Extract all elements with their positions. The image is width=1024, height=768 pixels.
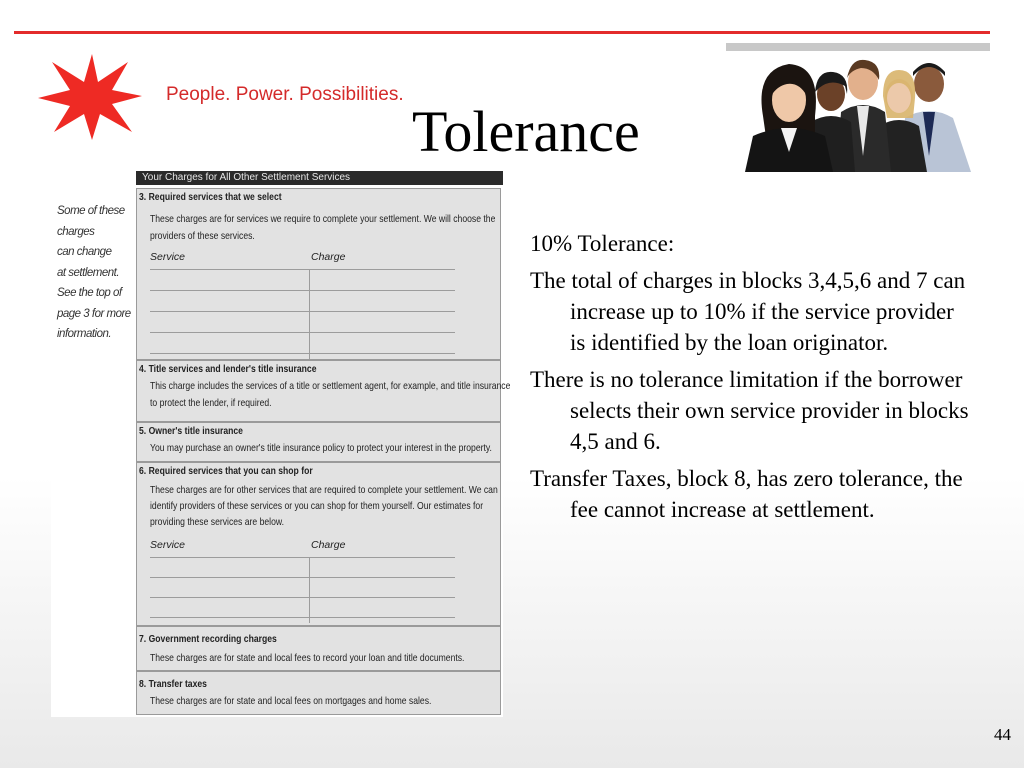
good-faith-estimate-form-image xyxy=(51,171,511,717)
side-note-line: charges xyxy=(57,225,95,238)
form-rule xyxy=(309,557,310,623)
block-title: 7. Government recording charges xyxy=(139,633,277,645)
red-starburst-icon xyxy=(36,52,144,142)
block-desc-line: These charges are for other services that are required to complete your settlement. We can xyxy=(150,484,498,496)
form-rule xyxy=(150,332,455,333)
form-rule xyxy=(150,353,455,354)
form-rule xyxy=(150,269,455,270)
block-desc-line: This charge includes the services of a title or settlement agent, for example, and title insurance xyxy=(150,380,511,392)
block-title: 8. Transfer taxes xyxy=(139,678,207,690)
side-note-line: information. xyxy=(57,328,112,340)
form-rule xyxy=(150,557,455,558)
body-paragraph: There is no tolerance limitation if the borrower selects their own service provider in blocks 4,5 and 6. xyxy=(530,367,969,454)
form-block-5 xyxy=(136,422,501,462)
form-rule xyxy=(150,597,455,598)
block-desc-line: These charges are for services we require to complete your settlement. We will choose the xyxy=(150,213,496,225)
side-note-line: at settlement. xyxy=(57,266,120,279)
form-rule xyxy=(150,290,455,291)
group-of-business-people-photo xyxy=(741,56,975,172)
side-note-line: Some of these xyxy=(57,205,125,217)
block-desc-line: These charges are for state and local fees to record your loan and title documents. xyxy=(150,652,465,664)
charge-column-label: Charge xyxy=(311,251,346,263)
top-red-rule xyxy=(14,31,990,34)
form-block-3 xyxy=(136,188,501,360)
block-title: 6. Required services that you can shop for xyxy=(139,465,313,477)
form-rule xyxy=(309,269,310,359)
side-note-line: page 3 for more xyxy=(57,307,131,320)
tolerance-explanation xyxy=(530,228,970,531)
form-block-4 xyxy=(136,360,511,422)
body-paragraph: Transfer Taxes, block 8, has zero tolerance, the fee cannot increase at settlement. xyxy=(530,466,963,522)
top-gray-rule xyxy=(726,43,990,51)
form-block-7 xyxy=(136,626,501,671)
block-desc-line: to protect the lender, if required. xyxy=(150,397,272,409)
form-rule xyxy=(150,311,455,312)
form-block-6 xyxy=(136,462,501,626)
form-rule xyxy=(150,577,455,578)
block-desc-line: providing these services are below. xyxy=(150,516,285,528)
slide-title: Tolerance xyxy=(412,99,640,164)
body-paragraph: The total of charges in blocks 3,4,5,6 and 7 can increase up to 10% if the service provider is identified by the loan originator. xyxy=(530,268,966,355)
form-rule xyxy=(150,617,455,618)
form-block-8 xyxy=(136,671,501,715)
charge-column-label: Charge xyxy=(311,539,346,551)
block-desc-line: You may purchase an owner's title insurance policy to protect your interest in the property. xyxy=(150,442,492,454)
form-header: Your Charges for All Other Settlement Services xyxy=(136,171,503,185)
service-column-label: Service xyxy=(150,251,186,263)
block-title: 4. Title services and lender's title insurance xyxy=(139,363,317,375)
block-desc-line: identify providers of these services or you can shop for them yourself. Our estimates for xyxy=(150,500,484,512)
block-title: 3. Required services that we select xyxy=(139,191,282,203)
side-note-line: See the top of xyxy=(57,287,122,299)
block-desc-line: providers of these services. xyxy=(150,230,255,242)
side-note-line: can change xyxy=(57,246,112,258)
page-number: 44 xyxy=(994,725,1011,744)
body-paragraph: 10% Tolerance: xyxy=(530,231,675,256)
form-side-note xyxy=(57,201,133,345)
block-desc-line: These charges are for state and local fees on mortgages and home sales. xyxy=(150,695,432,707)
brand-tagline: People. Power. Possibilities. xyxy=(166,84,404,105)
block-title: 5. Owner's title insurance xyxy=(139,425,243,437)
service-column-label: Service xyxy=(150,539,186,551)
